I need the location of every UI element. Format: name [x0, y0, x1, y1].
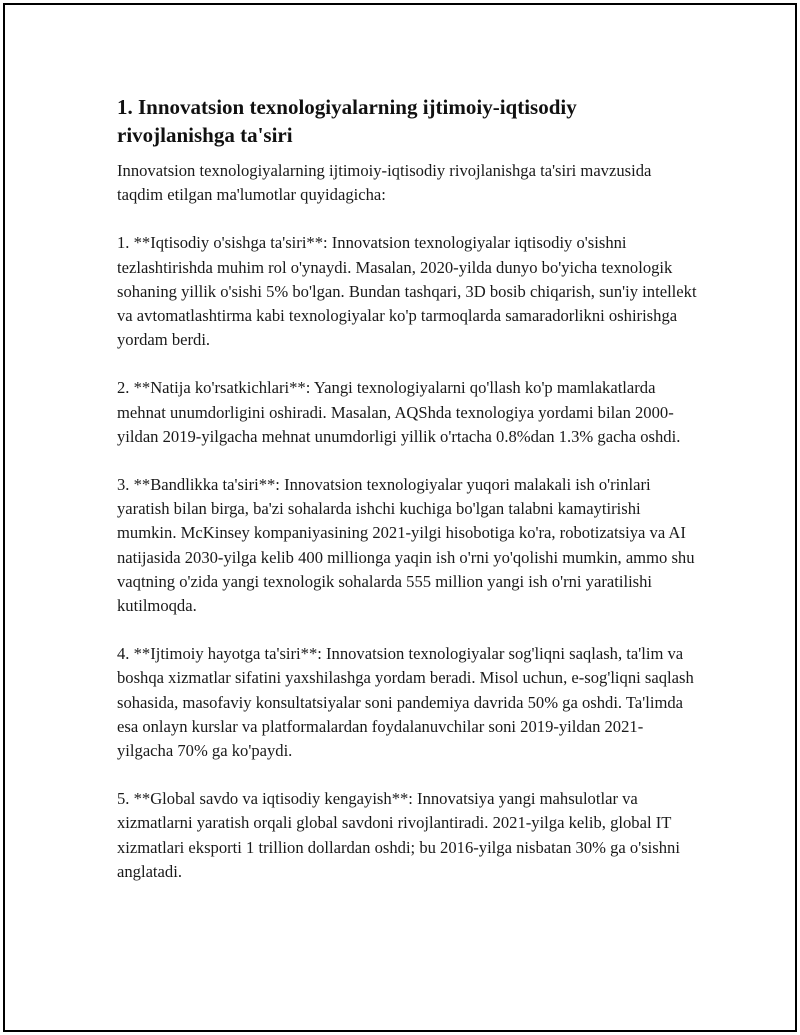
section-economic-growth: 1. **Iqtisodiy o'sishga ta'siri**: Innovatsion texnologiyalar iqtisodiy o'sishni tezlashtirishda muhim rol o'ynaydi. Masalan, 2020-yilda dunyo bo'yicha texnologik sohaning yillik o'sishi 5% bo'lgan. Bundan tashqari, 3D bosib chiqarish, sun'iy intellekt va avtomatlashtirma kabi texnologiyalar ko'p tarmoqlarda samaradorlikni oshirishga yordam berdi.	[117, 233, 697, 350]
section-global-trade: 5. **Global savdo va iqtisodiy kengayish**: Innovatsiya yangi mahsulotlar va xizmatlarni yaratish orqali global savdoni rivojlantiradi. 2021-yilga kelib, global IT xizmatlari eksporti 1 trillion dollardan oshdi; bu 2016-yilga nisbatan 30% ga o'sishni anglatadi.	[117, 789, 680, 881]
document-title: 1. Innovatsion texnologiyalarning ijtimoiy-iqtisodiy rivojlanishga ta'siri	[117, 95, 577, 147]
section-social-life-impact: 4. **Ijtimoiy hayotga ta'siri**: Innovatsion texnologiyalar sog'liqni saqlash, ta'lim va boshqa xizmatlar sifatini yaxshilashga yordam beradi. Misol uchun, e-sog'liqni saqlash sohasida, masofaviy konsultatsiyalar soni pandemiya davrida 50% ga oshdi. Ta'limda esa onlayn kurslar va platformalardan foydalanuvchilar soni 2019-yildan 2021-yilgacha 70% ga ko'paydi.	[117, 644, 694, 761]
section-performance-indicators: 2. **Natija ko'rsatkichlari**: Yangi texnologiyalarni qo'llash ko'p mamlakatlarda mehnat unumdorligini oshiradi. Masalan, AQShda texnologiya yordami bilan 2000-yildan 2019-yilgacha mehnat unumdorligi yillik o'rtacha 0.8%dan 1.3% gacha oshdi.	[117, 378, 681, 446]
section-employment-impact: 3. **Bandlikka ta'siri**: Innovatsion texnologiyalar yuqori malakali ish o'rinlari yaratish bilan birga, ba'zi sohalarda ishchi kuchiga bo'lgan talabni kamaytirishi mumkin. McKinsey kompaniyasining 2021-yilgi hisobotiga ko'ra, robotizatsiya va AI natijasida 2030-yilga kelib 400 millionga yaqin ish o'rni yo'qolishi mumkin, ammo shu vaqtning o'zida yangi texnologik sohalarda 555 million yangi ish o'rni yaratilishi kutilmoqda.	[117, 475, 695, 616]
intro-paragraph: Innovatsion texnologiyalarning ijtimoiy-iqtisodiy rivojlanishga ta'siri mavzusida taqdim etilgan ma'lumotlar quyidagicha:	[117, 161, 652, 205]
document-body	[117, 93, 697, 908]
